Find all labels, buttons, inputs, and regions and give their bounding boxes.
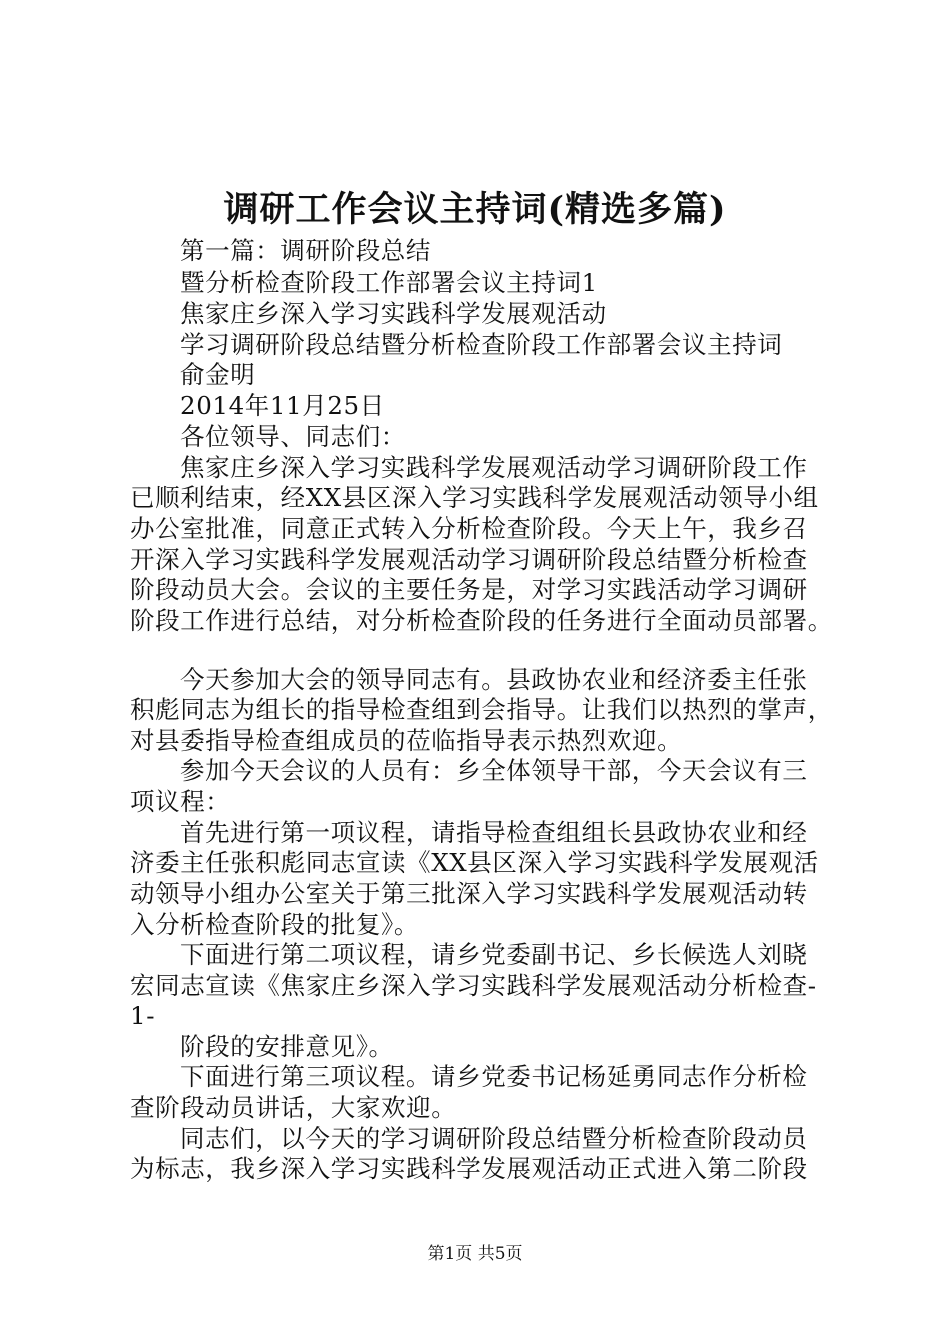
text-line: 阶段动员大会。会议的主要任务是，对学习实践活动学习调研 [130, 575, 808, 604]
text-line: 今天参加大会的领导同志有。县政协农业和经济委主任张 [180, 665, 808, 694]
text-line: 2014年11月25日 [180, 391, 385, 420]
text-line: 查阶段动员讲话，大家欢迎。 [130, 1093, 457, 1122]
text-line: 开深入学习实践科学发展观活动学习调研阶段总结暨分析检查 [130, 545, 808, 574]
text-line: 首先进行第一项议程，请指导检查组组长县政协农业和经 [180, 818, 808, 847]
text-line: 第一篇：调研阶段总结 [180, 236, 431, 265]
text-line: 入分析检查阶段的批复》。 [130, 910, 419, 939]
text-line: 办公室批准，同意正式转入分析检查阶段。今天上午，我乡召 [130, 514, 808, 543]
text-line: 参加今天会议的人员有：乡全体领导干部，今天会议有三 [180, 756, 808, 785]
document-title: 调研工作会议主持词(精选多篇) [223, 189, 727, 230]
text-line: 项议程： [130, 787, 231, 816]
text-line: 下面进行第三项议程。请乡党委书记杨延勇同志作分析检 [180, 1062, 808, 1091]
text-line: 已顺利结束，经XX县区深入学习实践科学发展观活动领导小组 [130, 483, 819, 512]
text-line: 阶段工作进行总结，对分析检查阶段的任务进行全面动员部署。 [130, 606, 833, 635]
text-line: 下面进行第二项议程，请乡党委副书记、乡长候选人刘晓 [180, 940, 808, 969]
text-line: 各位领导、同志们： [180, 422, 406, 451]
page-footer: 第1页 共5页 [427, 1244, 523, 1264]
text-line: 对县委指导检查组成员的莅临指导表示热烈欢迎。 [130, 726, 683, 755]
text-line: 暨分析检查阶段工作部署会议主持词1 [180, 268, 598, 297]
text-line: 动领导小组办公室关于第三批深入学习实践科学发展观活动转 [130, 879, 808, 908]
text-line: 学习调研阶段总结暨分析检查阶段工作部署会议主持词 [180, 330, 783, 359]
text-line: 焦家庄乡深入学习实践科学发展观活动学习调研阶段工作 [180, 453, 808, 482]
text-line: 1- [130, 1001, 156, 1030]
text-line: 宏同志宣读《焦家庄乡深入学习实践科学发展观活动分析检查- [130, 971, 817, 1000]
text-line: 俞金明 [180, 360, 256, 389]
text-line: 阶段的安排意见》。 [180, 1032, 394, 1061]
text-line: 焦家庄乡深入学习实践科学发展观活动 [180, 299, 607, 328]
text-line: 同志们，以今天的学习调研阶段总结暨分析检查阶段动员 [180, 1124, 808, 1153]
text-line: 积彪同志为组长的指导检查组到会指导。让我们以热烈的掌声， [130, 695, 833, 724]
text-line: 为标志，我乡深入学习实践科学发展观活动正式进入第二阶段 [130, 1154, 808, 1183]
text-line: 济委主任张积彪同志宣读《XX县区深入学习实践科学发展观活 [130, 848, 819, 877]
